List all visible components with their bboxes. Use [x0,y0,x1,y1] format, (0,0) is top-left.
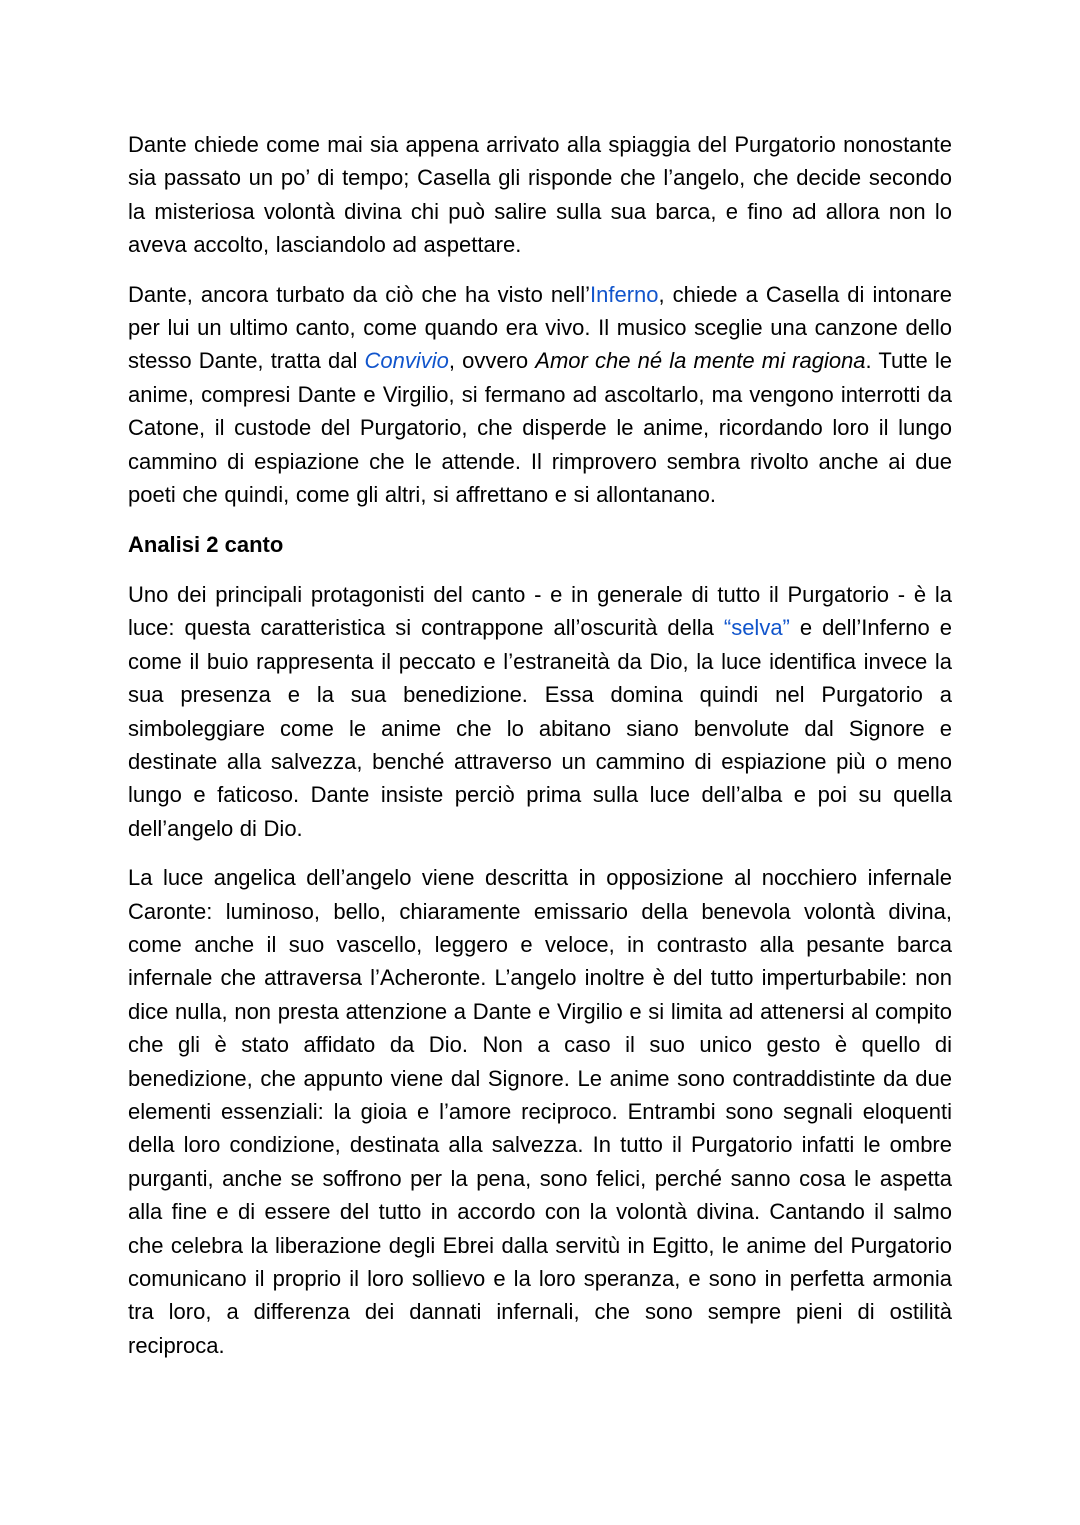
text-run: . Tutte le anime, compresi Dante e Virgilio, si fermano ad ascoltarlo, ma vengono interrotti da Catone, il custode del Purgatorio, che disperde le anime, ricordando loro il lungo cammino di espiazione che le attende. Il rimprovero sembra rivolto anche ai due poeti che quindi, come gli altri, si affrettano e si allontanano. [128,348,952,508]
text-run: Amor che né la mente mi ragiona [535,348,866,374]
text-link[interactable]: Inferno [590,281,659,307]
text-link[interactable]: Convivio [364,348,449,374]
text-run: , ovvero [448,348,536,374]
text-run: La luce angelica dell’angelo viene descritta in opposizione al nocchiero infernale Caronte: luminoso, bello, chiaramente emissario della benevola volontà divina, come anche il suo vascello, leggero e veloce, in contrasto alla pesante barca infernale che attraversa l’Acheronte. L’angelo inoltre è del tutto imperturbabile: non dice nulla, non presta attenzione a Dante e Virgilio e si limita ad attenersi al compito che gli è stato affidato da Dio. Non a caso il suo unico gesto è quello di benedizione, che appunto viene dal Signore. Le anime sono contraddistinte da due elementi essenziali: la gioia e l’amore reciproco. Entrambi sono segnali eloquenti della loro condizione, destinata alla salvezza. In tutto il Purgatorio infatti le ombre purganti, anche se soffrono per la pena, sono felici, perché sanno cosa le aspetta alla fine e di essere del tutto in accordo con la volontà divina. Cantando il salmo che celebra la liberazione degli Ebrei dalla servitù in Egitto, le anime del Purgatorio comunicano il proprio il loro sollievo e la loro speranza, e sono in perfetta armonia tra loro, a differenza dei dannati infernali, che sono sempre pieni di ostilità reciproca. [128,865,952,1358]
paragraph [128,578,952,845]
text-run: e dell’Inferno e come il buio rappresenta il peccato e l’estraneità da Dio, la luce identifica invece la sua presenza e la sua benedizione. Essa domina quindi nel Purgatorio a simboleggiare come le anime che lo abitano siano benvolute dal Signore e destinate alla salvezza, benché attraverso un cammino di espiazione più o meno lungo e faticoso. Dante insiste perciò prima sulla luce dell’alba e poi su quella dell’angelo di Dio. [128,615,952,841]
paragraph [128,128,952,262]
text-run: Dante chiede come mai sia appena arrivato alla spiaggia del Purgatorio nonostante sia passato un po’ di tempo; Casella gli risponde che l’angelo, che decide secondo la misteriosa volontà divina chi può salire sulla sua barca, e fino ad allora non lo aveva accolto, lasciandolo ad aspettare. [128,132,952,258]
text-run: Dante, ancora turbato da ciò che ha visto nell’ [128,281,590,307]
text-run: , chiede a Casella di intonare per lui un ultimo canto, come quando era vivo. Il musico sceglie una canzone dello stesso Dante, tratta dal [128,281,952,374]
paragraph [128,278,952,512]
paragraph [128,861,952,1362]
document-body [128,128,952,1362]
text-link[interactable]: “selva” [723,615,790,641]
section-heading: Analisi 2 canto [128,532,284,558]
text-run: Uno dei principali protagonisti del canto - e in generale di tutto il Purgatorio - è la luce: questa caratteristica si contrappone all’oscurità della [128,581,952,641]
